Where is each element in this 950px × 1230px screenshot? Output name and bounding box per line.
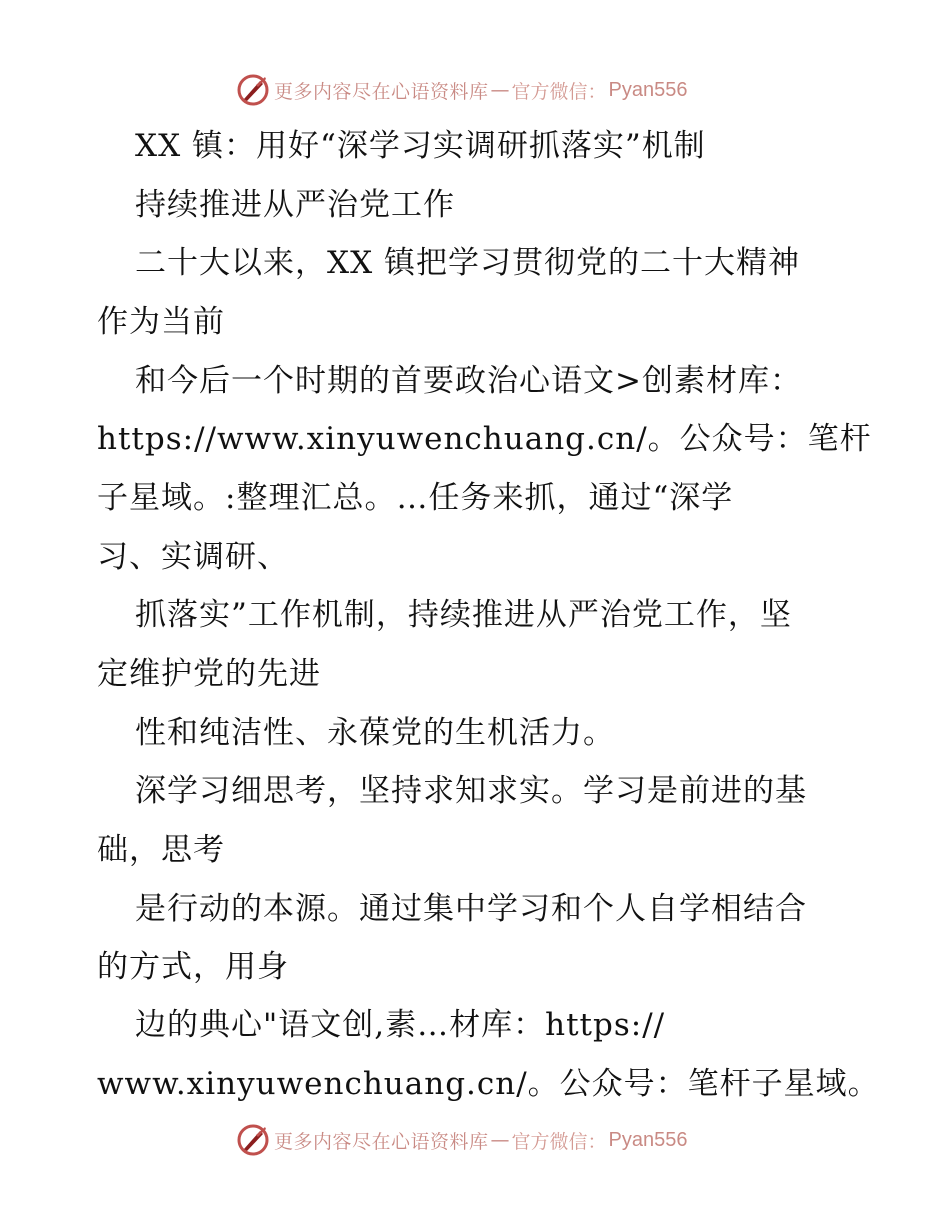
body-line: 和今后一个时期的首要政治心语文>创素材库：	[135, 363, 802, 399]
watermark-wechat-id: Pyan556	[608, 78, 688, 101]
body-line: 定维护党的先进	[97, 656, 321, 692]
watermark-wechat-id: Pyan556	[608, 1128, 688, 1151]
quill-logo-icon	[236, 73, 270, 107]
watermark-separator: —	[490, 79, 510, 101]
body-line: 边的典心"语文创,素…材库：https://	[135, 1007, 666, 1043]
watermark-separator: —	[490, 1129, 510, 1151]
quill-logo-icon	[236, 1123, 270, 1157]
header-watermark	[236, 72, 688, 108]
body-line: 是行动的本源。通过集中学习和个人自学相结合	[135, 891, 807, 927]
body-line: 作为当前	[97, 304, 225, 340]
footer-watermark	[236, 1122, 688, 1158]
body-line: https://www.xinyuwenchuang.cn/。公众号：笔杆	[97, 421, 872, 457]
watermark-text: 更多内容尽在心语资料库	[274, 80, 489, 103]
body-line: 习、实调研、	[97, 539, 289, 575]
watermark-label: 官方微信：	[511, 80, 607, 103]
body-line: 的方式，用身	[97, 949, 289, 985]
body-line: 深学习细思考，坚持求知求实。学习是前进的基	[135, 773, 807, 809]
document-title-line-1: XX 镇：用好“深学习实调研抓落实”机制	[135, 128, 706, 164]
body-line: www.xinyuwenchuang.cn/。公众号：笔杆子星域。	[97, 1066, 880, 1102]
watermark-label: 官方微信：	[511, 1130, 607, 1153]
body-line: 性和纯洁性、永葆党的生机活力。	[135, 715, 615, 751]
body-line: 二十大以来，XX 镇把学习贯彻党的二十大精神	[135, 245, 800, 281]
document-title-line-2: 持续推进从严治党工作	[135, 187, 455, 223]
body-line: 础，思考	[97, 832, 225, 868]
body-line: 子星域。:整理汇总。…任务来抓，通过“深学	[97, 480, 734, 516]
body-line: 抓落实”工作机制，持续推进从严治党工作，坚	[135, 597, 792, 633]
watermark-text: 更多内容尽在心语资料库	[274, 1130, 489, 1153]
